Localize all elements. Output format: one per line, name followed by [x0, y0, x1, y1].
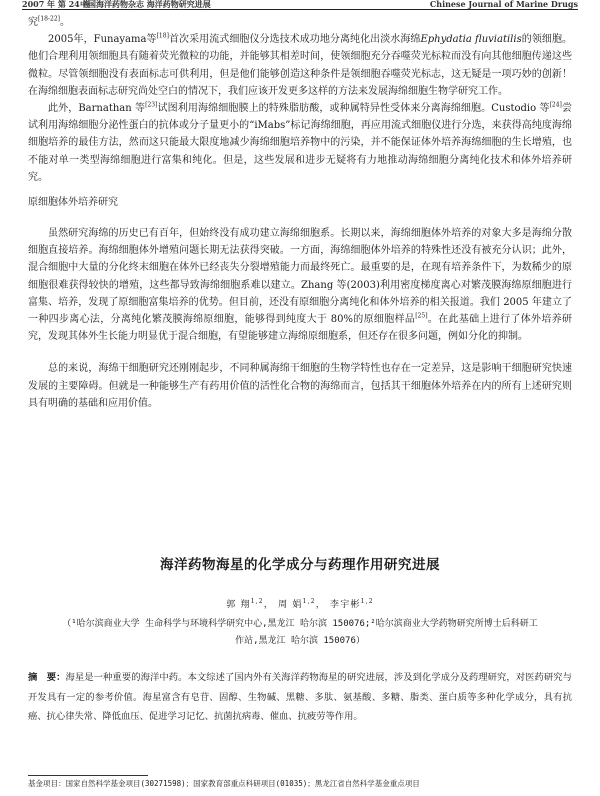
continued-text: 究[18-22]。 — [28, 15, 70, 28]
section-heading: 原细胞体外培养研究 — [28, 197, 118, 209]
article-title: 海洋药物海星的化学成分与药理作用研究进展 — [160, 557, 440, 573]
author-list: 郭 翔$^{1,2}$， 周 娟$^{1,2}$， 李宇彬$^{1,2}$ — [226, 598, 374, 610]
citation: [24] — [549, 101, 562, 109]
footnote-funding: 基金项目：国家自然科学基金项目(30271598)；国家教育部重点科研项目(01035)；黑龙江省自然科学基金重点项目 — [28, 779, 420, 788]
species-name: Ephydatia fluviatilis — [420, 34, 522, 46]
paragraph-funayama: 2005年，Funayama等[18]首次采用流式细胞仪分选技术成功地分离纯化出淡水海绵Ephydatia fluviatilis的领细胞。他们合理利用领细胞具有随着荧光微粒的功能，并能够其相差时间，使领细胞充分吞噬荧光标粒而没有向其他细胞传递这些微粒。尽管领细胞没有表面标志可供利用，但是他们能够创造这种条件是领细胞吞噬荧光标志，这无疑是一项巧妙的创新！在海绵细胞表面标志研究尚处空白的情况下，我们应该开发更多这样的方法来发展海绵细胞生物学研究工作。 — [28, 32, 573, 97]
citation: [23] — [145, 101, 158, 109]
header-center: 中国海洋药物杂志 海洋药物研究进展 — [80, 0, 211, 9]
author: 周 娟$^{1,2}$ — [278, 598, 316, 610]
citation: [18] — [156, 32, 169, 40]
running-header — [22, 0, 578, 10]
paragraph-summary: 总的来说，海绵干细胞研究还刚刚起步，不同种属海绵干细胞的生物学特性也存在一定差异，这是影响干细胞研究快速发展的主要障碍。但就是一种能够生产有药用价值的活性化合物的海绵而言，包括其干细胞体外培养在内的所有上述研究则具有明确的基础和应用价值。 — [28, 363, 572, 409]
footnote-divider — [28, 775, 148, 776]
abstract — [28, 668, 572, 727]
header-left: 2007 年 第 24 卷 — [22, 0, 91, 9]
abstract-label: 摘 要： — [28, 672, 66, 683]
abstract-text: 海星是一种重要的海洋中药。本文综述了国内外有关海洋药物海星的研究进展，涉及到化学成分及药理研究，对医药研究与开发具有一定的参考价值。海星富含有皂苷、固醇、生物碱、黑糖、多肽、氨基酸、多糖、脂类、蛋白质等多种化学成分，具有抗癌、抗心律失常、降低血压、促进学习记忆、抗菌抗病毒、催血、抗疲劳等作用。 — [28, 672, 572, 722]
citation: [25] — [415, 312, 428, 320]
author: 李宇彬$^{1,2}$ — [330, 598, 374, 610]
paragraph-culture: 虽然研究海绵的历史已有百年，但始终没有成功建立海绵细胞系。长期以来，海绵细胞体外培养的对象大多是海绵分散细胞直接培养。海绵细胞体外增殖问题长期无法获得突破。一方面，海绵细胞体外培养的特殊性还没有被充分认识；此外，混合细胞中大量的分化终末细胞在体外已经丧失分裂增殖能力而最终死亡。最重要的是，在现有培养条件下，为数稀少的原细胞很难获得较快的增殖，这些都导致海绵细胞系难以建立。Zhang 等(2003)利用密度梯度离心对繁茂膜海绵原细胞进行富集、培养，发现了原细胞富集培养的优势。但目前，还没有原细胞分离纯化和体外培养的相关报道。我们 2005 年建立了一种四步离心法，分离纯化繁茂膜海绵原细胞，能够得到纯度大于 80%的原细胞样品[25]。在此基础上进行了体外培养研究，发现其体外生长能力明显优于混合细胞，有望能够建立海绵原细胞系，但还存在很多问题，例如分化的抑制。 — [28, 228, 573, 343]
citation: [18-22] — [38, 15, 60, 23]
author: 郭 翔$^{1,2}$ — [226, 598, 264, 610]
header-right: Chinese Journal of Marine Drugs — [429, 0, 578, 9]
article-body — [28, 14, 572, 412]
affiliation: （¹哈尔滨商业大学 生命科学与环境科学研究中心,黑龙江 哈尔滨 150076;²哈尔滨商业大学药物研究所博士后科研工作站,黑龙江 哈尔滨 150076） — [62, 619, 538, 646]
paragraph-barnathan: 此外，Barnathan 等[23]试图利用海绵细胞膜上的特殊脂肪酸，或种属特异性受体来分离海绵细胞。Custodio 等[24]尝试利用海绵细胞分泌性蛋白的抗体或分子量更小的“iMabs”标记海绵细胞，再应用流式细胞仪进行分选，来获得高纯度海绵细胞培养的最佳方法，然而这只能最大限度地减少海绵细胞培养物中的污染，并不能保证体外培养海绵细胞的生长增殖，也不能对单一类型海绵细胞进行富集和纯化。但是，这些发展和进步无疑将有力地推动海绵细胞分离纯化技术和体外培养研究。 — [28, 101, 573, 183]
